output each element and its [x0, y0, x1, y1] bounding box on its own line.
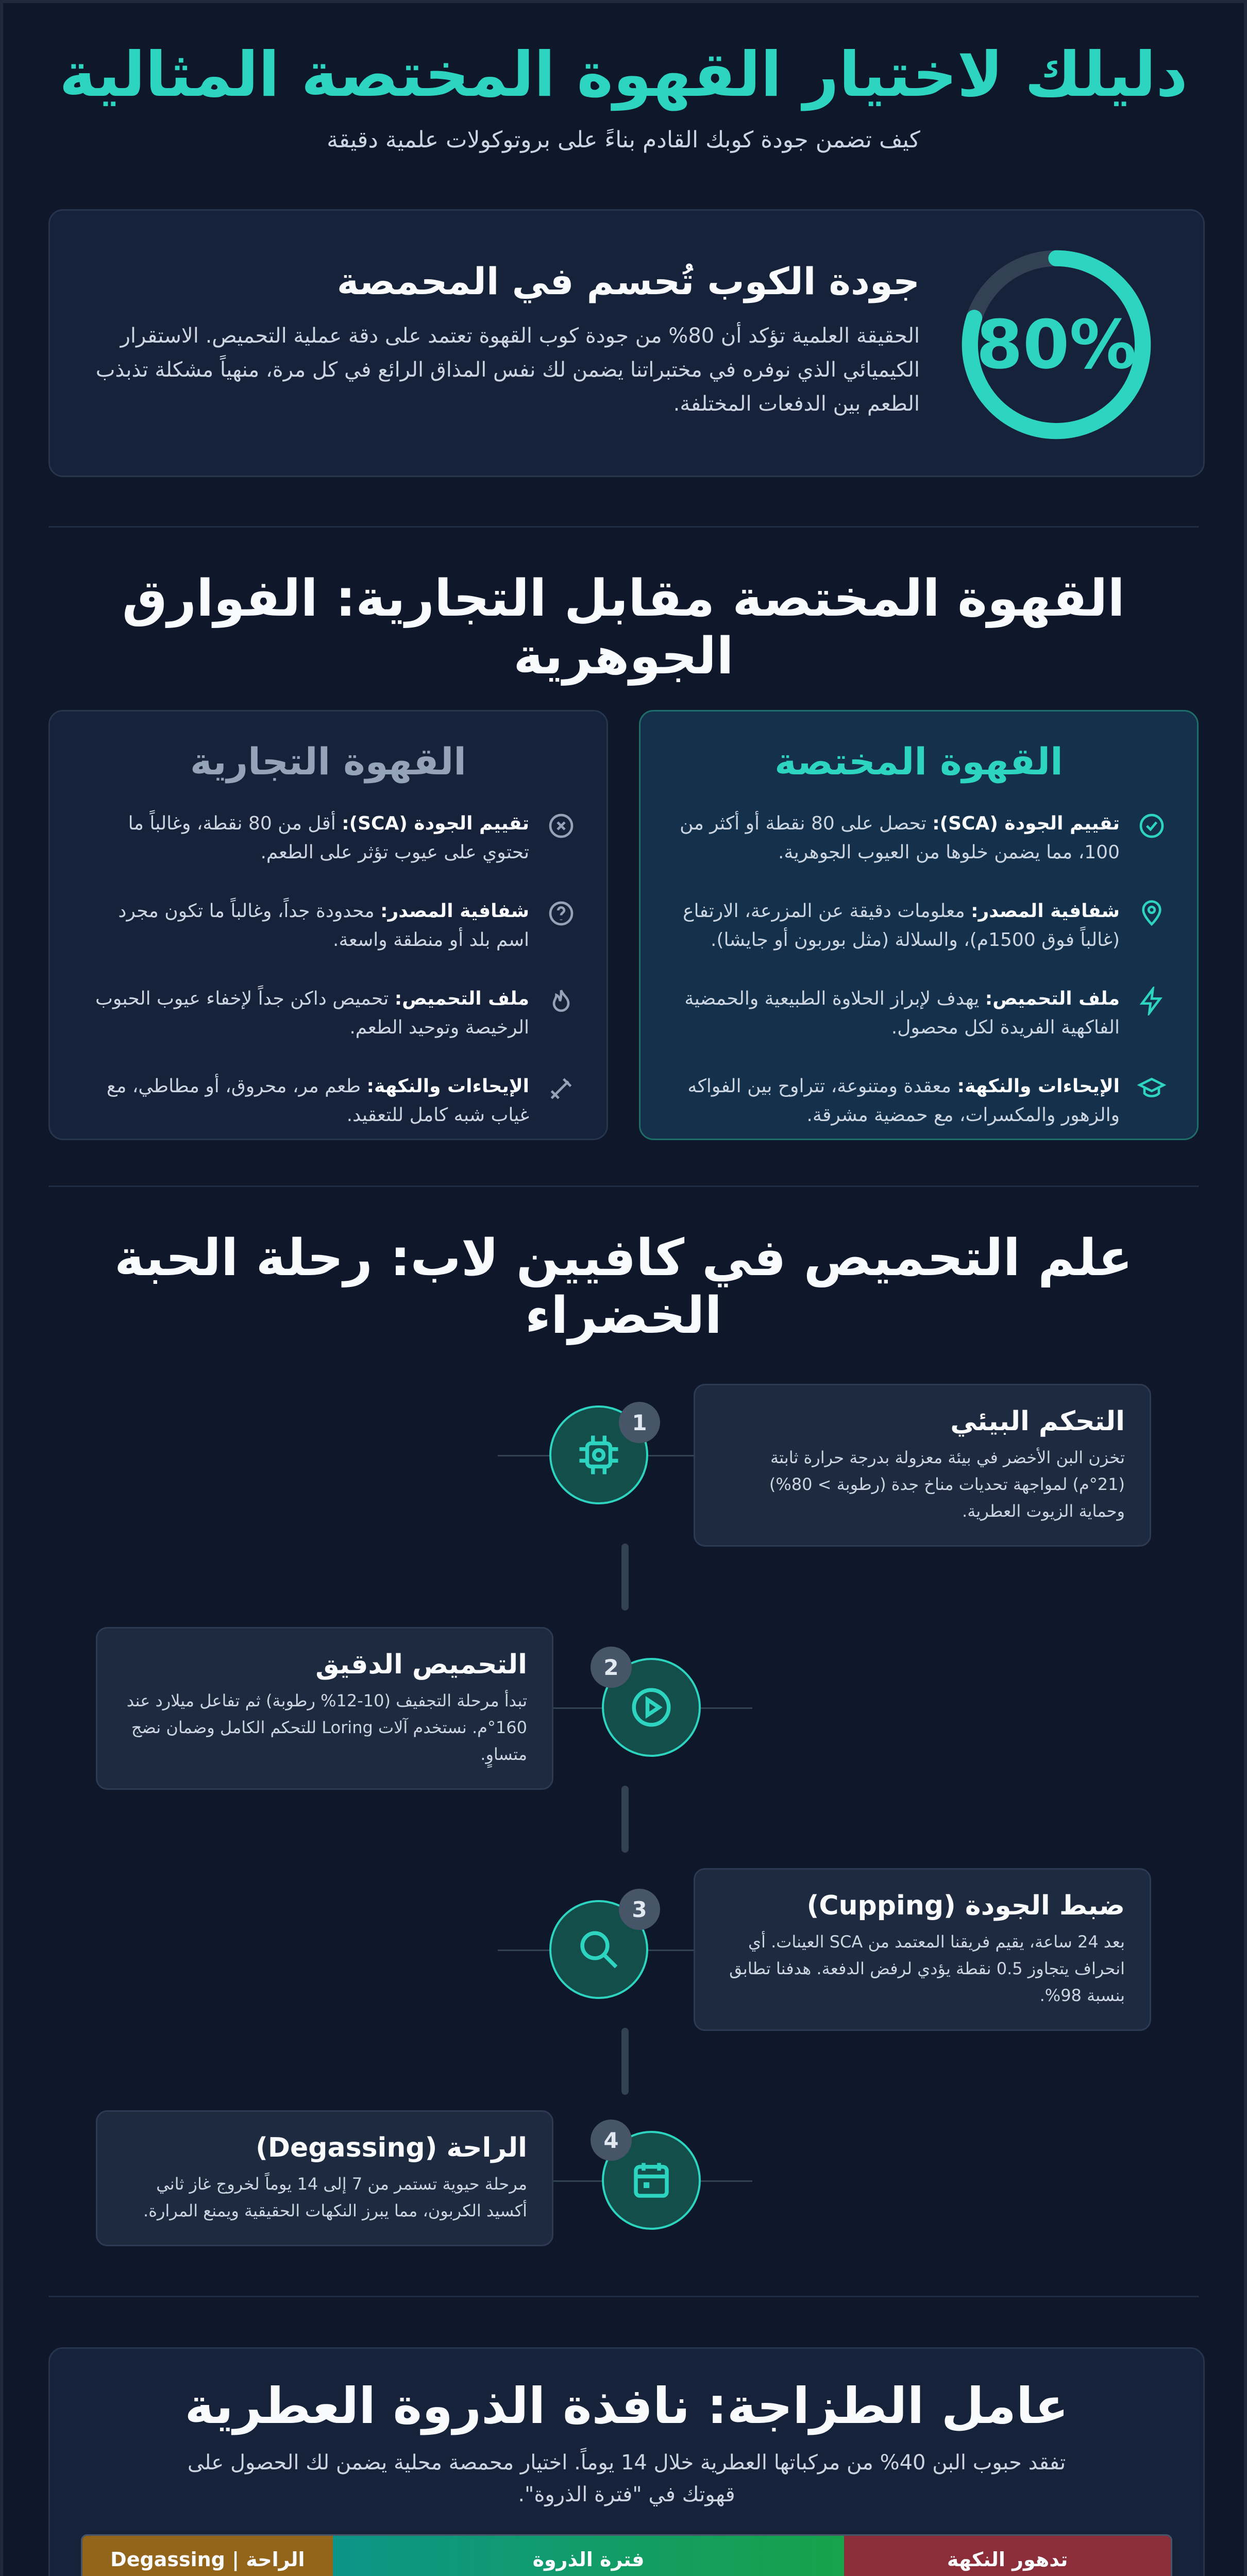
- commercial-list: [86, 809, 576, 1160]
- step-number: 1: [619, 1402, 660, 1443]
- item-label: شفافية المصدر:: [380, 901, 529, 922]
- step-title: التحكم البيئي: [950, 1406, 1125, 1437]
- list-item: [677, 985, 1166, 1042]
- commercial-heading: القهوة التجارية: [190, 740, 466, 783]
- specialty-card: [639, 710, 1199, 1140]
- segment-peak: فترة الذروة: [333, 2536, 845, 2576]
- list-item: [86, 985, 576, 1042]
- map-pin-icon: [1137, 899, 1166, 928]
- step-card: [694, 1868, 1151, 2031]
- play-circle-icon: [628, 1684, 675, 1731]
- x-circle-icon: [547, 811, 576, 840]
- item-text: محدودة جداً، وغالباً ما تكون مجرد اسم بلد أو منطقة واسعة.: [118, 901, 529, 951]
- comparison-title: القهوة المختصة مقابل التجارية: الفوارق الجوهرية: [122, 569, 1125, 686]
- list-item: [86, 897, 576, 955]
- specialty-list: [677, 809, 1166, 1160]
- item-label: شفافية المصدر:: [971, 901, 1120, 922]
- commercial-card: [48, 710, 608, 1140]
- question-circle-icon: [547, 899, 576, 928]
- item-text: طعم مر، محروق، أو مطاطي، مع غياب شبه كامل للتعقيد.: [106, 1076, 529, 1126]
- step-text: تخزن البن الأخضر في بيئة معزولة بدرجة حرارة ثابتة (21°م) لمواجهة تحديات مناخ جدة (رطوبة > 80%) وحماية الزيوت العطرية.: [769, 1448, 1125, 1521]
- flame-icon: [547, 987, 576, 1015]
- timeline-connector: [621, 2028, 629, 2095]
- check-circle-icon: [1137, 811, 1166, 840]
- divider: [48, 1185, 1199, 1187]
- item-label: الإيحاءات والنكهة:: [366, 1076, 529, 1097]
- item-text: أقل من 80 نقطة، وغالباً ما تحتوي على عيوب تؤثر على الطعم.: [128, 813, 529, 863]
- item-label: تقييم الجودة (SCA):: [342, 813, 529, 834]
- step-number: 4: [591, 2120, 632, 2161]
- list-item: [677, 1072, 1166, 1130]
- step-text: تبدأ مرحلة التجفيف (10-12% رطوبة) ثم تفاعل ميلارد عند 160°م. نستخدم آلات Loring للتحكم الكامل وضمان نضج متساوٍ.: [126, 1691, 527, 1764]
- graduation-cap-icon: [1137, 1074, 1166, 1103]
- hero-title: جودة الكوب تُحسم في المحمصة: [336, 260, 920, 303]
- item-label: ملف التحميص:: [394, 988, 529, 1009]
- list-item: [86, 809, 576, 867]
- item-text: تحميص داكن جداً لإخفاء عيوب الحبوب الرخيصة وتوحيد الطعم.: [95, 988, 529, 1038]
- item-text: يهدف لإبراز الحلاوة الطبيعية والحمضية الفاكهية الفريدة لكل محصول.: [684, 988, 1120, 1038]
- step-title: التحميص الدقيق: [315, 1649, 527, 1680]
- step-number: 2: [591, 1647, 632, 1688]
- search-icon: [576, 1926, 622, 1973]
- step-text: بعد 24 ساعة، يقيم فريقنا المعتمد من SCA العينات. أي انحراف يتجاوز 0.5 نقطة يؤدي لرفض الدفعة. هدفنا تطابق بنسبة 98%.: [729, 1932, 1125, 2005]
- timeline-connector: [621, 1544, 629, 1611]
- list-item: [677, 897, 1166, 955]
- timeline-connector: [621, 1786, 629, 1853]
- calendar-icon: [628, 2157, 675, 2204]
- item-label: ملف التحميص:: [985, 988, 1120, 1009]
- item-text: معلومات دقيقة عن المزرعة، الارتفاع (غالباً فوق 1500م)، والسلالة (مثل بوربون أو جايشا).: [683, 901, 1120, 951]
- step-title: الراحة (Degassing): [256, 2132, 527, 2163]
- item-label: الإيحاءات والنكهة:: [957, 1076, 1120, 1097]
- freshness-title: عامل الطزاجة: نافذة الذروة العطرية: [184, 2377, 1069, 2435]
- freshness-card: [48, 2347, 1205, 2576]
- step-number: 3: [619, 1889, 660, 1930]
- divider: [48, 526, 1199, 528]
- step-title: ضبط الجودة (Cupping): [806, 1890, 1125, 1921]
- page-subtitle: كيف تضمن جودة كوبك القادم بناءً على بروتوكولات علمية دقيقة: [327, 127, 920, 153]
- specialty-heading: القهوة المختصة: [774, 740, 1063, 783]
- item-text: تحصل على 80 نقطة أو أكثر من 100، مما يضمن خلوها من العيوب الجوهرية.: [680, 813, 1120, 863]
- broken-icon: [547, 1074, 576, 1103]
- lightning-icon: [1137, 987, 1166, 1015]
- hero-body: الحقيقة العلمية تؤكد أن 80% من جودة كوب القهوة تعتمد على دقة عملية التحميص. الاستقرار الكيميائي الذي نوفره في مختبراتنا يضمن لك نفس المذاق الرائع في كل مرة، منهياً مشكلة تذبذب الطعم بين الدفعات المختلفة.: [95, 324, 920, 416]
- hero-card: [48, 209, 1205, 477]
- segment-decline: تدهور النكهة: [844, 2536, 1171, 2576]
- list-item: [677, 809, 1166, 867]
- chip-icon: [576, 1432, 622, 1478]
- step-card: [96, 1627, 553, 1790]
- item-label: تقييم الجودة (SCA):: [932, 813, 1120, 834]
- list-item: [86, 1072, 576, 1130]
- step-card: [96, 2110, 553, 2246]
- page-title: دليلك لاختيار القهوة المختصة المثالية: [59, 39, 1188, 111]
- step-card: [694, 1384, 1151, 1547]
- step-text: مرحلة حيوية تستمر من 7 إلى 14 يوماً لخروج غاز ثاني أكسيد الكربون، مما يبرز النكهات الحقيقية ويمنع المرارة.: [143, 2174, 527, 2221]
- item-text: معقدة ومتنوعة، تتراوح بين الفواكه والزهور والمكسرات، مع حمضية مشرقة.: [687, 1076, 1120, 1126]
- freshness-body: تفقد حبوب البن 40% من مركباتها العطرية خلال 14 يوماً. اختيار محمصة محلية يضمن لك الحصول على قهوتك في "فترة الذروة".: [187, 2451, 1066, 2506]
- segment-degassing: الراحة | Degassing: [82, 2536, 333, 2576]
- percent-label: 80%: [976, 306, 1137, 384]
- freshness-bar: [81, 2534, 1172, 2576]
- roasting-title: علم التحميص في كافيين لاب: رحلة الحبة الخضراء: [114, 1229, 1133, 1345]
- divider: [48, 2296, 1199, 2297]
